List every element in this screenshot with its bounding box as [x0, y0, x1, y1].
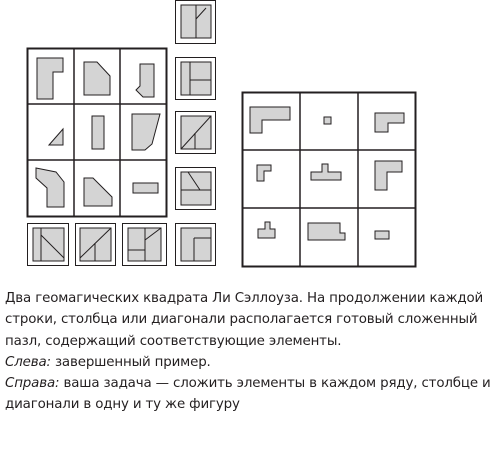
piece-l-hook [37, 58, 63, 99]
solution-row-3 [176, 168, 216, 210]
caption-right-text: ваша задача — сложить элементы в каждом ряду, столбце и диагонали в одну и ту же фигуру [5, 376, 491, 413]
piece-pentagon [132, 114, 160, 150]
piece-t-shape [311, 164, 341, 180]
piece-l-block [375, 113, 404, 132]
left-geomagic-square [28, 49, 167, 217]
piece-bar [92, 116, 104, 149]
solution-row-1 [176, 58, 216, 100]
solution-col-2 [76, 224, 116, 266]
piece-small-hook [257, 165, 271, 181]
figure-caption [5, 288, 497, 416]
piece-tiny-square [324, 117, 331, 124]
caption-left-label: Слева: [5, 354, 51, 370]
piece-large-hook [250, 107, 290, 133]
solution-top [176, 1, 216, 44]
piece-small-t [258, 222, 275, 238]
caption-right-line [5, 373, 497, 416]
caption-left-text: завершенный пример. [50, 354, 211, 370]
piece-wedge [84, 178, 112, 206]
solution-col-3 [123, 224, 167, 266]
piece-small-rect [375, 231, 389, 239]
solution-diagonal [176, 224, 216, 266]
piece-l-large [375, 161, 402, 190]
piece-small-triangle [49, 129, 63, 145]
caption-main: Два геомагических квадрата Ли Сэллоуза. На продолжении каждой строки, столбца или диагонали располагается готовый сложенный пазл, содержащий соответствующие элементы. [5, 291, 484, 349]
solution-row-2 [176, 112, 216, 154]
right-geomagic-square [243, 93, 416, 267]
left-row-solutions [176, 1, 216, 210]
piece-z-shape [36, 168, 64, 207]
left-column-solutions [28, 224, 216, 266]
piece-arrow [136, 64, 154, 97]
piece-rectangle [133, 183, 158, 193]
solution-col-1 [28, 224, 69, 266]
caption-left-line [5, 352, 497, 373]
caption-right-label: Справа: [5, 376, 60, 392]
piece-wide-u [308, 223, 345, 240]
piece-trapezoid [84, 62, 110, 95]
